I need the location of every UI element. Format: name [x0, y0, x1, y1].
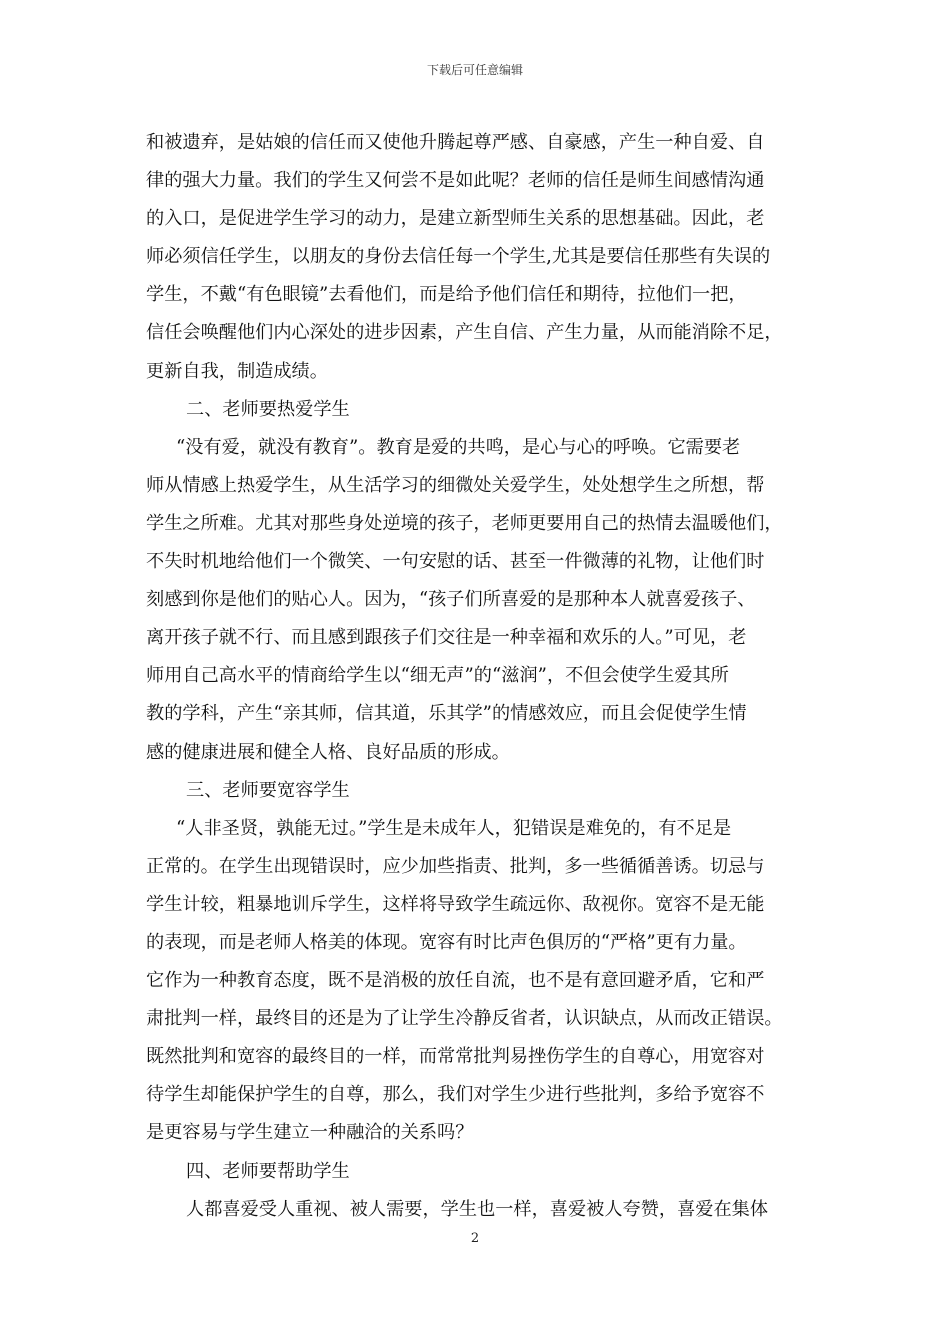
paragraph-first-line: “人非圣贤，孰能无过。”学生是未成年人，犯错误是难免的，有不足是 — [176, 817, 732, 839]
body-line: 师必须信任学生，以朋友的身份去信任每一个学生,尤其是要信任那些有失误的 — [146, 246, 771, 268]
paragraph-first-line: 人都喜爱受人重视、被人需要，学生也一样，喜爱被人夸赞，喜爱在集体 — [186, 1198, 769, 1220]
body-line: 师用自己高水平的情商给学生以“细无声”的“滋润”，不但会使学生爱其所 — [146, 665, 729, 687]
body-line: 学生计较，粗暴地训斥学生，这样将导致学生疏远你、敌视你。宽容不是无能 — [146, 893, 765, 915]
section-heading-2: 二、老师要热爱学生 — [186, 398, 350, 420]
section-heading-4: 四、老师要帮助学生 — [186, 1160, 350, 1182]
body-line: 刻感到你是他们的贴心人。因为，“孩子们所喜爱的是那种本人就喜爱孩子、 — [146, 589, 756, 611]
body-line: 师从情感上热爱学生，从生活学习的细微处关爱学生，处处想学生之所想，帮 — [146, 474, 765, 496]
body-line: 它作为一种教育态度，既不是消极的放任自流，也不是有意回避矛盾，它和严 — [146, 970, 765, 992]
section-heading-3: 三、老师要宽容学生 — [186, 779, 350, 801]
body-line: 教的学科，产生“亲其师，信其道，乐其学”的情感效应，而且会促使学生情 — [146, 703, 747, 725]
paragraph-first-line: “没有爱，就没有教育”。教育是爱的共鸣，是心与心的呼唤。它需要老 — [176, 436, 741, 458]
body-line: 更新自我，制造成绩。 — [146, 360, 328, 382]
body-line: 感的健康进展和健全人格、良好品质的形成。 — [146, 741, 510, 763]
body-line: 正常的。在学生出现错误时，应少加些指责、批判，多一些循循善诱。切忌与 — [146, 855, 765, 877]
body-line: 和被遗弃，是姑娘的信任而又使他升腾起尊严感、自豪感，产生一种自爱、自 — [146, 132, 765, 153]
body-line: 学生，不戴“有色眼镜”去看他们，而是给予他们信任和期待，拉他们一把， — [146, 284, 747, 306]
body-line: 学生之所难。尤其对那些身处逆境的孩子，老师更要用自己的热情去温暖他们， — [146, 512, 783, 534]
page-header: 下载后可任意编辑 — [426, 63, 523, 77]
document-body — [146, 124, 812, 1229]
body-line: 的表现，而是老师人格美的体现。宽容有时比声色俱厉的“严格”更有力量。 — [146, 931, 747, 953]
body-line: 信任会唤醒他们内心深处的进步因素，产生自信、产生力量，从而能消除不足， — [146, 322, 783, 344]
body-line: 是更容易与学生建立一种融洽的关系吗？ — [146, 1122, 474, 1144]
body-line: 的入口，是促进学生学习的动力，是建立新型师生关系的思想基础。因此，老 — [146, 208, 765, 230]
body-line: 不失时机地给他们一个微笑、一句安慰的话、甚至一件微薄的礼物，让他们时 — [146, 551, 765, 573]
body-line: 既然批判和宽容的最终目的一样，而常常批判易挫伤学生的自尊心，用宽容对 — [146, 1046, 765, 1068]
page-number: 2 — [470, 1231, 480, 1246]
body-line: 离开孩子就不行、而且感到跟孩子们交往是一种幸福和欢乐的人。”可见，老 — [146, 627, 747, 649]
body-line: 律的强大力量。我们的学生又何尝不是如此呢？老师的信任是师生间感情沟通 — [146, 170, 765, 192]
body-line: 待学生却能保护学生的自尊，那么，我们对学生少进行些批判，多给予宽容不 — [146, 1084, 765, 1106]
body-line: 肃批判一样，最终目的还是为了让学生冷静反省者，认识缺点，从而改正错误。 — [146, 1008, 783, 1030]
